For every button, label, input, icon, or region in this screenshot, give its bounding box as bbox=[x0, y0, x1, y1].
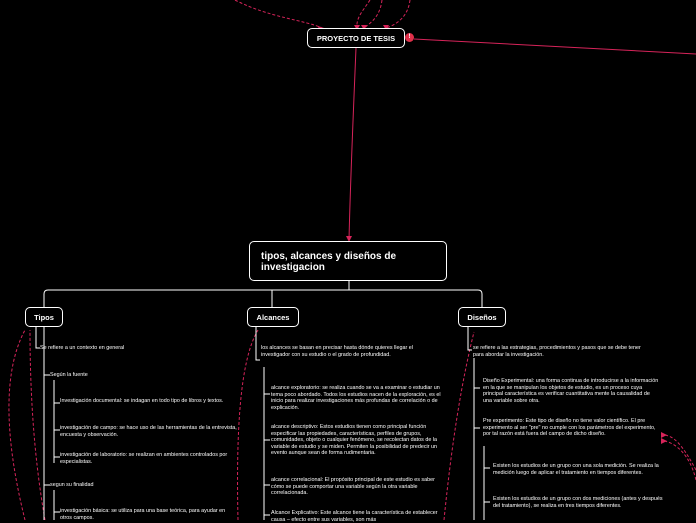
relation-root-main bbox=[349, 48, 356, 241]
tipos-segun-finalidad[interactable]: segun su finalidad bbox=[50, 482, 94, 488]
main-topic-node[interactable] bbox=[249, 241, 447, 281]
main-topic-label: tipos, alcances y diseños de investigacion bbox=[261, 251, 397, 273]
relation-left-tipos-b bbox=[30, 330, 45, 520]
branch-alcances-node[interactable] bbox=[247, 307, 299, 327]
branch-tipos-node[interactable] bbox=[25, 307, 63, 327]
alcances-item[interactable]: alcance exploratorio: se realiza cuando se va a examinar o estudiar un tema poco abordado. Todos los estudios nacen de la exploración, es el inicio para realizar investigaciones más profundas de correlación o de explicación. bbox=[271, 385, 441, 411]
relation-alcances bbox=[238, 330, 258, 520]
disenos-item[interactable]: Diseño Experimental: una forma continua de introducirse a la información en la que se manipulan los objetos de estudio, es un proceso cuya principal característica es verificar cuantitativa mente la causalidad de una variable sobre otra. bbox=[483, 378, 659, 404]
relation-left-tipos bbox=[9, 330, 25, 520]
relation-top-right bbox=[386, 0, 410, 28]
tipos-fuente-item[interactable]: investigación de laboratorio: se realizan en ambientes controlados por especialistas. bbox=[60, 452, 228, 465]
disenos-intro[interactable]: se refiere a las estrategias, procedimientos y pasos que se debe tener para abordar la investigación. bbox=[473, 345, 641, 358]
disenos-item[interactable]: Pre experimento: Este tipo de diseño no tiene valor científico. El pre experimento al ser "pre" no cumple con los parámetros del experimento, por tal razón está fuera del campo de dicho diseño. bbox=[483, 418, 656, 438]
alcances-item[interactable]: Alcance Explicativo: Este alcance tiene la característica de establecer causa – efecto entre sus variables, son más bbox=[271, 510, 438, 523]
branch-disenos-node[interactable] bbox=[458, 307, 506, 327]
relation-top-left bbox=[235, 0, 322, 28]
relation-top-mid-a bbox=[357, 0, 370, 28]
disenos-pre-item[interactable]: Existen los estudios de un grupo con dos mediciones (antes y después del tratamiento), se realiza en tres tiempos diferentes. bbox=[493, 496, 663, 509]
tipos-finalidad-item[interactable]: investigación básica: se utiliza para una base teórica, para ayudar en otros campos. bbox=[60, 508, 226, 521]
disenos-pre-item[interactable]: Existen los estudios de un grupo con una sola medición. Se realiza la medición luego de aplicar el tratamiento en tiempos diferentes. bbox=[493, 463, 659, 476]
branch-disenos-label: Diseños bbox=[467, 312, 497, 322]
relation-right-long bbox=[414, 39, 696, 54]
alcances-intro[interactable]: los alcances se basan en precisar hasta dónde quieres llegar el investigador con su estudio o el grado de profundidad. bbox=[261, 345, 413, 358]
tipos-fuente-item[interactable]: Investigación documental: se indagan en todo tipo de libros y textos. bbox=[60, 398, 224, 404]
warning-icon[interactable]: ! bbox=[405, 33, 414, 42]
branch-alcances-label: Alcances bbox=[256, 312, 290, 322]
alcances-item[interactable]: alcance correlacional: El propósito principal de este estudio es saber cómo se puede comportar una variable según la otra variable correlacionada. bbox=[271, 477, 435, 497]
tipos-intro[interactable]: Se refiere a un contexto en general bbox=[40, 345, 125, 351]
branch-tipos-label: Tipos bbox=[34, 312, 54, 322]
alcances-item[interactable]: alcance descriptivo: Estos estudios tienen como principal función especificar las propiedades, características, perfiles de grupos, comunidades, objeto o cualquier fenómeno, se recolectan datos de la variable de estudio y se miden. Permiten la posibilidad de predecir un evento aunque sean de forma rudimentaria. bbox=[271, 424, 438, 457]
root-topic-node[interactable] bbox=[307, 28, 405, 48]
tipos-segun-fuente[interactable]: Según la fuente bbox=[50, 372, 88, 378]
root-topic-label: PROYECTO DE TESIS bbox=[316, 33, 396, 43]
tipos-fuente-item[interactable]: investigación de campo: se hace uso de las herramientas de la entrevista, encuesta y observación. bbox=[60, 425, 237, 438]
